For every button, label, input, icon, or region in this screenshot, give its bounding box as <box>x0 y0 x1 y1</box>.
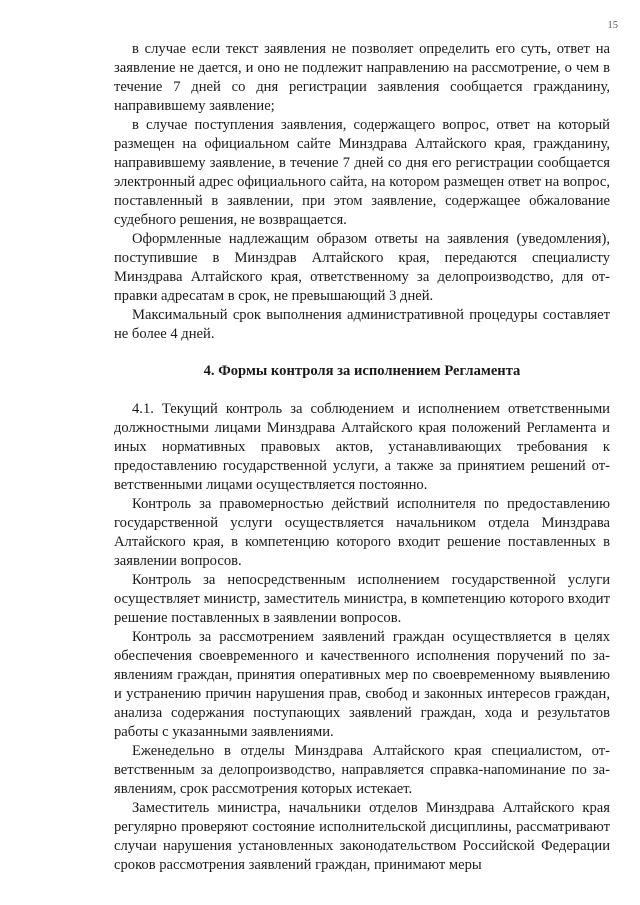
page-number: 15 <box>607 20 618 31</box>
paragraph-direct-control: Контроль за непосредственным исполнением государственной услуги осуществляет министр, заместитель министра, в компетенцию которого входит решение поставленных в заявлении вопросов. <box>114 572 610 626</box>
paragraph-answers-sent: Оформленные надлежащим образом ответы на заявления (уведомления), поступившие в Минздрав Алтайского края, передаются специалисту Минздрава Алтайского края, ответственному за делопроизводство, для отправки адресатам в срок, не превышающий 3 дней. <box>114 231 610 304</box>
paragraph-max-duration: Максимальный срок выполнения административной процедуры составляет не более 4 дней. <box>114 307 610 342</box>
section-heading: 4. Формы контроля за исполнением Регламента <box>203 363 521 379</box>
paragraph-discipline-check: Заместитель министра, начальники отделов Минздрава Алтайского края регулярно проверяют состояние исполнительской дисциплины, рассматривают случаи нарушения установленных законодательством Российской Федерации сроков рассмотрения заявлений граждан, принимают меры <box>114 800 610 873</box>
paragraph-unclear-text: в случае если текст заявления не позволяет определить его суть, ответ на заявление не дается, и оно не подлежит направлению на рассмотрение, о чем в течение 7 дней со дня регистрации заявления сообщается гражданину, направившему заявление; <box>114 41 610 114</box>
paragraph-legality-control: Контроль за правомерностью действий исполнителя по предоставлению государственной услуги осуществляется начальником отдела Минздрава Алтайского края, в компетенцию которого входит решение поставленных в заявлении вопросов. <box>114 496 610 569</box>
document-body <box>114 40 610 875</box>
paragraph-current-control: 4.1. Текущий контроль за соблюдением и исполнением ответственными должностными лицами Минздрава Алтайского края положений Регламента и иных нормативных правовых актов, устанавливающих требования к предоставлению государственной услуги, а также за принятием решений ответственными лицами осуществляется постоянно. <box>114 401 610 493</box>
paragraph-answer-on-website: в случае поступления заявления, содержащего вопрос, ответ на который размещен на официальном сайте Минздрава Алтайского края, гражданину, направившему заявление, в течение 7 дней со дня его регистрации сообщается электронный адрес официального сайта, на котором размещен ответ на вопрос, поставленный в заявлении, при этом заявление, содержащее обжалование судебного решения, не возвращается. <box>114 117 610 228</box>
paragraph-review-control: Контроль за рассмотрением заявлений граждан осуществляется в целях обеспечения своевременного и качественного исполнения поручений по заявлениям граждан, принятия оперативных мер по своевременному выявлению и устранению причин нарушения прав, свобод и законных интересов граждан, анализа содержания поступающих заявлений граждан, хода и результатов работы с указанными заявлениями. <box>114 629 610 740</box>
paragraph-weekly-reminder: Еженедельно в отделы Минздрава Алтайского края специалистом, ответственным за делопроизводство, направляется справка-напоминание по заявлениям, срок рассмотрения которых истекает. <box>114 743 610 797</box>
